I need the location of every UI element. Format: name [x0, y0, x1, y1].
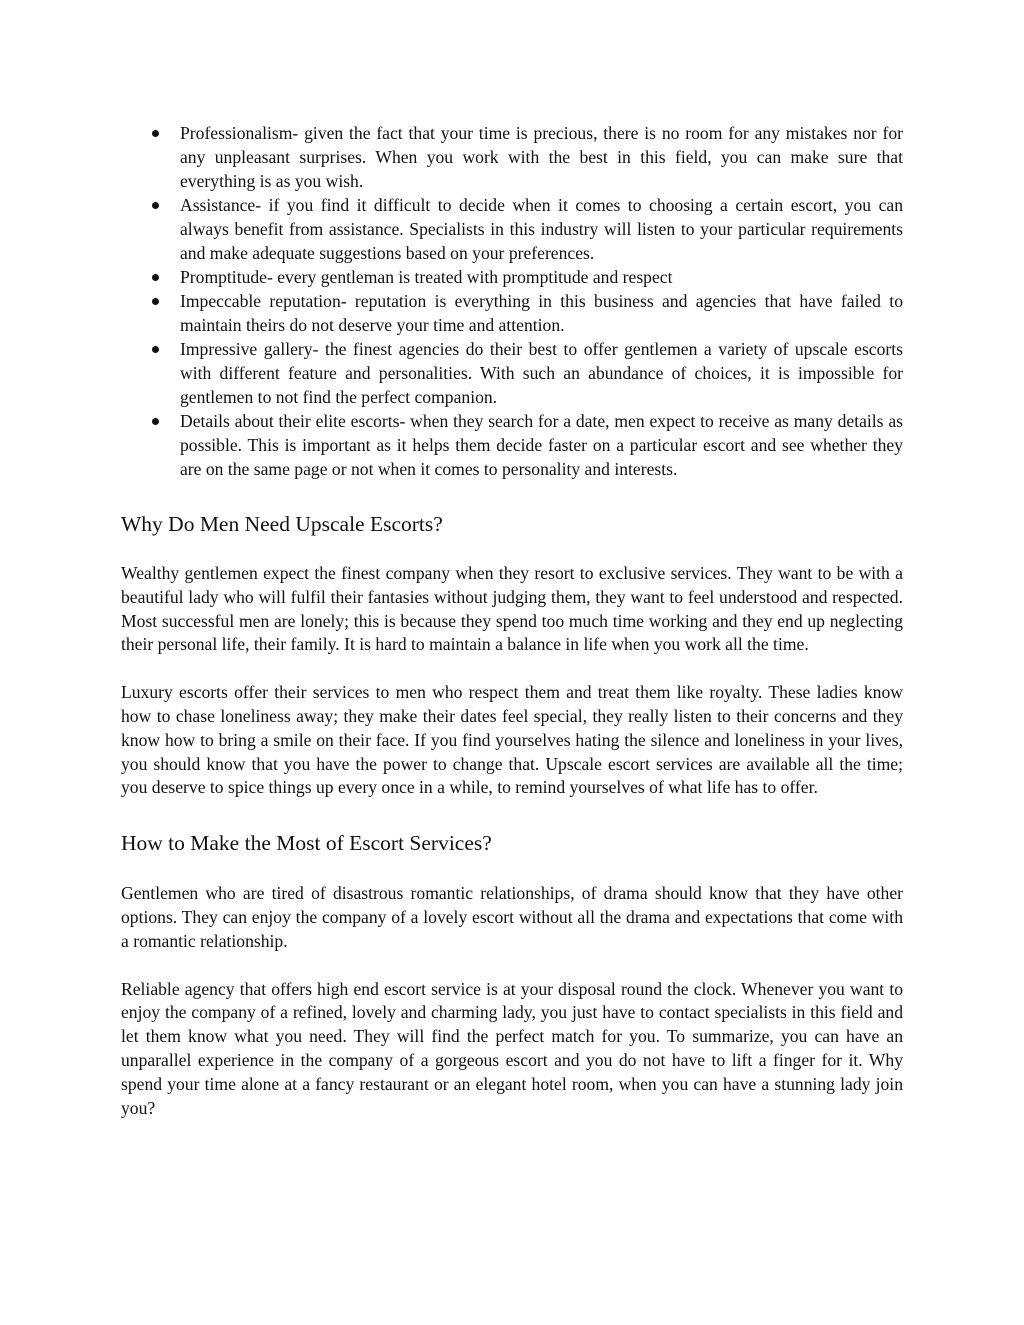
bullet-item: [121, 193, 903, 265]
bullet-text: Details about their elite escorts- when they search for a date, men expect to receive as many details as possible. This is important as it helps them decide faster on a particular escort and see whether they are on the same page or not when it comes to personality and interests.: [180, 411, 903, 479]
bullet-item: [121, 409, 903, 481]
bullet-text: Professionalism- given the fact that your time is precious, there is no room for any mistakes nor for any unpleasant surprises. When you work with the best in this field, you can make sure that everything is as you wish.: [180, 123, 903, 191]
bullet-text: Impeccable reputation- reputation is everything in this business and agencies that have failed to maintain theirs do not deserve your time and attention.: [180, 291, 903, 335]
feature-bullet-list: [121, 121, 903, 481]
bullet-item: [121, 265, 903, 289]
body-paragraph: Reliable agency that offers high end escort service is at your disposal round the clock. Whenever you want to enjoy the company of a refined, lovely and charming lady, you just have to contact specialists in this field and let them know what you need. They will find the perfect match for you. To summarize, you can have an unparallel experience in the company of a gorgeous escort and you do not have to lift a finger for it. Why spend your time alone at a fancy restaurant or an elegant hotel room, when you can have a stunning lady join you?: [121, 978, 903, 1118]
document-content: [121, 121, 903, 1120]
bullet-text: Assistance- if you find it difficult to decide when it comes to choosing a certain escort, you can always benefit from assistance. Specialists in this industry will listen to your particular requirements and make adequate suggestions based on your preferences.: [180, 195, 903, 263]
bullet-text: Impressive gallery- the finest agencies do their best to offer gentlemen a variety of upscale escorts with different feature and personalities. With such an abundance of choices, it is impossible for gentlemen to not find the perfect companion.: [180, 339, 903, 407]
bullet-item: [121, 289, 903, 337]
section-heading: Why Do Men Need Upscale Escorts?: [121, 512, 443, 536]
bullet-item: [121, 121, 903, 193]
bullet-text: Promptitude- every gentleman is treated with promptitude and respect: [180, 267, 673, 287]
bullet-dot-icon: [152, 418, 159, 425]
bullet-item: [121, 337, 903, 409]
body-paragraph: Luxury escorts offer their services to men who respect them and treat them like royalty. These ladies know how to chase loneliness away; they make their dates feel special, they really listen to their concerns and they know how to bring a smile on their face. If you find yourselves hating the silence and loneliness in your lives, you should know that you have the power to change that. Upscale escort services are available all the time; you deserve to spice things up every once in a while, to remind yourselves of what life has to offer.: [121, 682, 903, 798]
body-paragraph: Wealthy gentlemen expect the finest company when they resort to exclusive services. They want to be with a beautiful lady who will fulfil their fantasies without judging them, they want to feel understood and respected. Most successful men are lonely; this is because they spend too much time working and they end up neglecting their personal life, their family. It is hard to maintain a balance in life when you work all the time.: [121, 563, 903, 655]
body-paragraph: Gentlemen who are tired of disastrous romantic relationships, of drama should know that they have other options. They can enjoy the company of a lovely escort without all the drama and expectations that come with a romantic relationship.: [121, 883, 903, 951]
bullet-dot-icon: [152, 298, 159, 305]
section-heading: How to Make the Most of Escort Services?: [121, 831, 492, 856]
bullet-dot-icon: [152, 346, 159, 353]
bullet-dot-icon: [152, 202, 159, 209]
bullet-dot-icon: [152, 274, 159, 281]
bullet-dot-icon: [152, 130, 159, 137]
